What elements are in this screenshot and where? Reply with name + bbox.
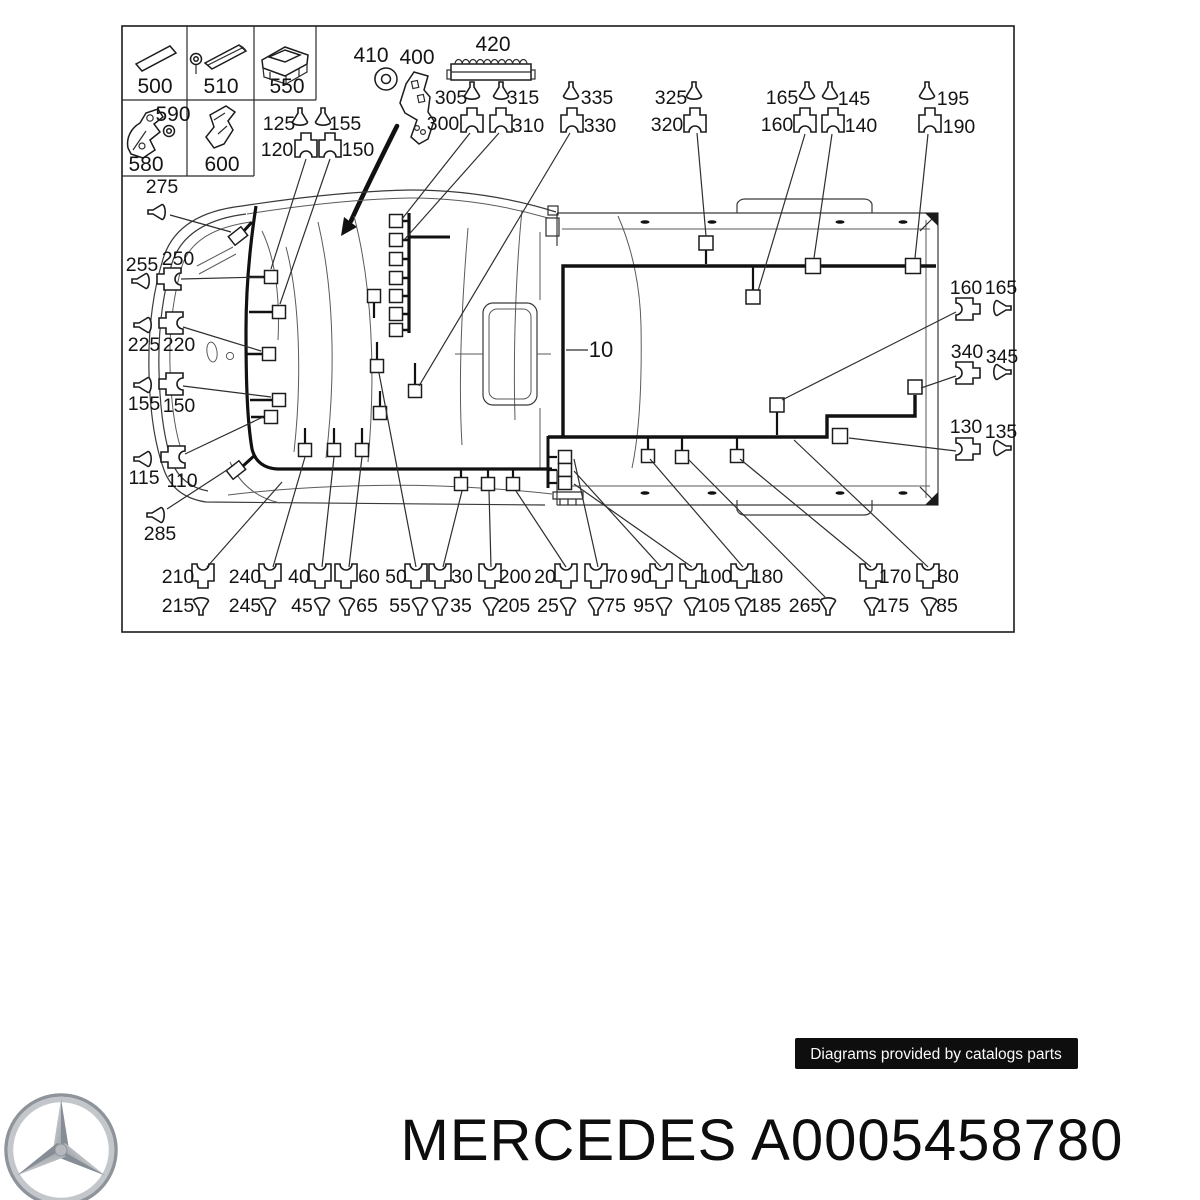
connector-square <box>770 398 784 412</box>
part-number-100: 100 <box>699 566 733 588</box>
part-number-185: 185 <box>748 595 782 617</box>
part-number-150: 150 <box>162 395 196 417</box>
part-number-320: 320 <box>650 114 684 136</box>
part-number-25: 25 <box>537 595 559 617</box>
part-number-165: 165 <box>984 277 1018 299</box>
part-number-155: 155 <box>328 113 362 135</box>
part-number-145: 145 <box>837 88 871 110</box>
connector-square <box>273 394 286 407</box>
connector-square <box>390 308 403 321</box>
part-number-70: 70 <box>606 566 628 588</box>
connector-square <box>263 348 276 361</box>
part-number-325: 325 <box>654 87 688 109</box>
part-number-55: 55 <box>389 595 411 617</box>
part-number-170: 170 <box>878 566 912 588</box>
part-number-20: 20 <box>534 566 556 588</box>
part-number-150: 150 <box>341 139 375 161</box>
connector-square <box>482 478 495 491</box>
connector-square <box>559 477 572 490</box>
part-410-grommet-icon <box>375 68 397 90</box>
part-number-340: 340 <box>950 341 984 363</box>
connector-square <box>273 306 286 319</box>
part-number-215: 215 <box>161 595 195 617</box>
connector-square <box>559 451 572 464</box>
part-number-90: 90 <box>630 566 652 588</box>
part-number-85: 85 <box>936 595 958 617</box>
part-number-95: 95 <box>633 595 655 617</box>
part-number-105: 105 <box>697 595 731 617</box>
part-number-160: 160 <box>949 277 983 299</box>
part-number-220: 220 <box>162 334 196 356</box>
part-number-135: 135 <box>984 421 1018 443</box>
connector-square <box>371 360 384 373</box>
part-number-110: 110 <box>166 470 198 492</box>
part-number-140: 140 <box>844 115 878 137</box>
page-title: MERCEDES A0005458780 <box>400 1108 1124 1173</box>
part-number-210: 210 <box>161 566 195 588</box>
connector-square <box>328 444 341 457</box>
connector-square <box>806 259 821 274</box>
part-number-200: 200 <box>498 566 532 588</box>
part-number-65: 65 <box>356 595 378 617</box>
connector-square <box>676 451 689 464</box>
part-number-410: 410 <box>353 44 389 67</box>
part-number-195: 195 <box>936 88 970 110</box>
connector-square <box>299 444 312 457</box>
connector-square <box>390 290 403 303</box>
connector-square <box>642 450 655 463</box>
connector-square <box>746 290 760 304</box>
connector-square <box>368 290 381 303</box>
part-number-225: 225 <box>127 334 161 356</box>
part-number-275: 275 <box>145 176 179 198</box>
part-number-35: 35 <box>450 595 472 617</box>
part-number-180: 180 <box>750 566 784 588</box>
part-number-400: 400 <box>399 46 435 69</box>
part-number-130: 130 <box>949 416 983 438</box>
part-number-45: 45 <box>291 595 313 617</box>
part-number-300: 300 <box>426 113 460 135</box>
part-number-550: 550 <box>269 75 305 98</box>
part-number-190: 190 <box>942 116 976 138</box>
connector-square <box>455 478 468 491</box>
part-number-265: 265 <box>788 595 822 617</box>
part-number-155: 155 <box>127 393 161 415</box>
part-number-590: 590 <box>155 103 191 126</box>
part-number-305: 305 <box>434 87 468 109</box>
part-number-80: 80 <box>937 566 959 588</box>
part-number-345: 345 <box>985 346 1019 368</box>
connector-square <box>265 411 278 424</box>
connector-square <box>356 444 369 457</box>
part-number-115: 115 <box>128 467 160 489</box>
part-590-grommet-icon <box>164 126 175 137</box>
connector-square <box>906 259 921 274</box>
part-number-580: 580 <box>128 153 164 176</box>
connector-square <box>265 271 278 284</box>
part-number-205: 205 <box>497 595 531 617</box>
connector-square <box>507 478 520 491</box>
part-number-60: 60 <box>358 566 380 588</box>
connector-square <box>390 215 403 228</box>
part-number-600: 600 <box>204 153 240 176</box>
watermark-badge <box>795 1038 1078 1069</box>
connector-square <box>409 385 422 398</box>
part-number-310: 310 <box>511 115 545 137</box>
connector-square <box>390 272 403 285</box>
part-number-160: 160 <box>760 114 794 136</box>
connector-square <box>699 236 713 250</box>
part-number-175: 175 <box>876 595 910 617</box>
connector-square <box>559 464 572 477</box>
part-number-120: 120 <box>260 139 294 161</box>
part-number-250: 250 <box>161 248 195 270</box>
part-number-10: 10 <box>588 337 614 362</box>
part-number-165: 165 <box>765 87 799 109</box>
part-number-50: 50 <box>385 566 407 588</box>
part-number-335: 335 <box>580 87 614 109</box>
connector-square <box>908 380 922 394</box>
connector-square <box>390 253 403 266</box>
watermark-text: Diagrams provided by catalogs parts <box>810 1046 1062 1063</box>
part-number-240: 240 <box>228 566 262 588</box>
connector-square <box>390 234 403 247</box>
mercedes-logo <box>6 1095 116 1200</box>
part-number-125: 125 <box>262 113 296 135</box>
part-number-330: 330 <box>583 115 617 137</box>
part-number-30: 30 <box>451 566 473 588</box>
part-number-40: 40 <box>288 566 310 588</box>
part-number-315: 315 <box>506 87 540 109</box>
part-number-245: 245 <box>228 595 262 617</box>
part-number-255: 255 <box>125 254 159 276</box>
part-number-285: 285 <box>143 523 177 545</box>
part-number-510: 510 <box>203 75 239 98</box>
connector-square <box>374 407 387 420</box>
connector-square <box>390 324 403 337</box>
connector-square <box>833 429 848 444</box>
part-number-420: 420 <box>475 33 511 56</box>
part-number-500: 500 <box>137 75 173 98</box>
part-number-75: 75 <box>604 595 626 617</box>
